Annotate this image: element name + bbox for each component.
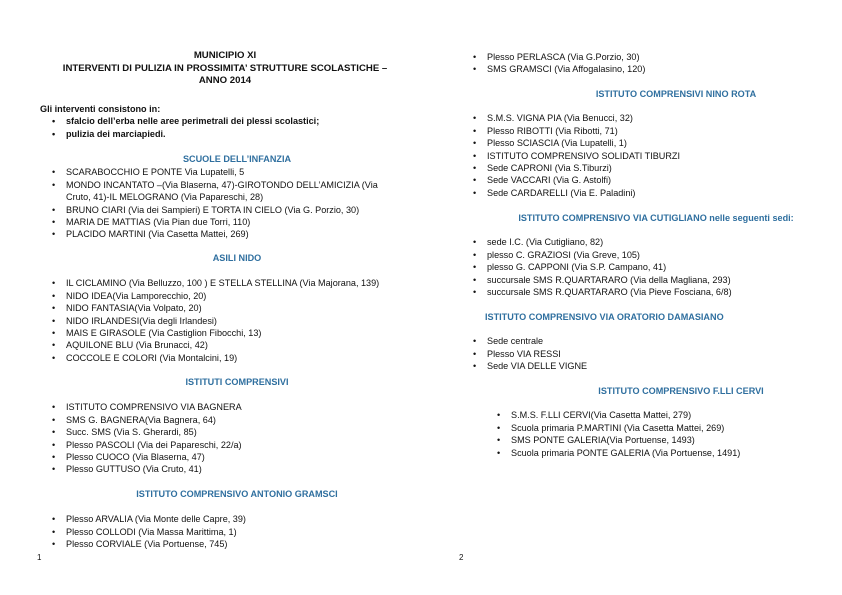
list-item: • Succ. SMS (Via S. Gherardi, 85) <box>50 426 410 438</box>
section-header: ISTITUTO COMPRENSIVO VIA CUTIGLIANO nelle seguenti sedi: <box>518 213 794 223</box>
section-list <box>471 236 821 298</box>
intro-item: • sfalcio dell’erba nelle aree perimetrali dei plessi scolastici; <box>50 115 410 127</box>
section-header: ISTITUTO COMPRENSIVO ANTONIO GRAMSCI <box>136 489 338 499</box>
list-item: • COCCOLE E COLORI (Via Montalcini, 19) <box>50 352 410 364</box>
section-list <box>50 166 410 240</box>
list-item: • NIDO FANTASIA(Via Volpato, 20) <box>50 302 410 314</box>
title-line-interventi: INTERVENTI DI PULIZIA IN PROSSIMITA’ STRUTTURE SCOLASTICHE – <box>62 62 388 74</box>
section-header: ISTITUTI COMPRENSIVI <box>185 377 289 387</box>
list-item: • Scuola primaria P.MARTINI (Via Casetta Mattei, 269) <box>495 422 821 434</box>
title-line-municipio: MUNICIPIO XI <box>193 50 257 61</box>
list-item: • S.M.S. VIGNA PIA (Via Benucci, 32) <box>471 112 821 124</box>
list-item: • NIDO IRLANDESI(Via degli Irlandesi) <box>50 315 410 327</box>
section-list <box>471 335 821 372</box>
list-item: • Plesso ARVALIA (Via Monte delle Capre, 39) <box>50 513 410 525</box>
list-item: • AQUILONE BLU (Via Brunacci, 42) <box>50 339 410 351</box>
list-item: • SMS PONTE GALERIA(Via Portuense, 1493) <box>495 434 821 446</box>
list-item: • MONDO INCANTATO –(Via Blaserna, 47)-GIROTONDO DELL’AMICIZIA (Via Cruto, 41)-IL MELOGRANO (Via Papareschi, 28) <box>50 179 396 204</box>
page-number: 2 <box>459 553 464 562</box>
section-istituti-comprensivi <box>40 376 410 476</box>
section-header: ISTITUTO COMPRENSIVO F.LLI CERVI <box>598 386 764 396</box>
list-item: • S.M.S. F.LLI CERVI(Via Casetta Mattei, 279) <box>495 409 821 421</box>
list-item: • Sede VIA DELLE VIGNE <box>471 360 821 372</box>
section-list <box>471 112 821 199</box>
section-ic-cutigliano <box>471 212 821 298</box>
list-item: • Plesso CORVIALE (Via Portuense, 745) <box>50 538 410 550</box>
list-item: • Plesso PERLASCA (Via G.Porzio, 30) <box>471 51 645 63</box>
list-item: • MAIS E GIRASOLE (Via Castiglion Fibocchi, 13) <box>50 327 410 339</box>
section-list <box>495 409 821 459</box>
intro-block <box>40 103 410 140</box>
section-list <box>50 513 410 550</box>
list-item: • Plesso COLLODI (Via Massa Marittima, 1) <box>50 526 410 538</box>
section-ic-gramsci <box>40 488 410 551</box>
list-item: • Sede centrale <box>471 335 821 347</box>
list-item: • ISTITUTO COMPRENSIVO VIA BAGNERA <box>50 401 410 413</box>
section-header: ASILI NIDO <box>212 253 262 263</box>
list-item: • Plesso GUTTUSO (Via Cruto, 41) <box>50 463 410 475</box>
list-item: • Plesso CUOCO (Via Blaserna, 47) <box>50 451 410 463</box>
list-item: • Sede CARDARELLI (Via E. Paladini) <box>471 187 821 199</box>
list-item: • NIDO IDEA(Via Lamporecchio, 20) <box>50 290 410 302</box>
list-item: • IL CICLAMINO (Via Belluzzo, 100 ) E STELLA STELLINA (Via Majorana, 139) <box>50 277 410 289</box>
intro-list <box>50 115 410 140</box>
section-asili-nido <box>40 252 410 364</box>
intro-item: • pulizia dei marciapiedi. <box>50 128 410 140</box>
title-line-anno: ANNO 2014 <box>198 75 252 87</box>
list-item: • ISTITUTO COMPRENSIVO SOLIDATI TIBURZI <box>471 150 821 162</box>
section-ic-oratorio-damasiano <box>471 311 821 373</box>
list-item: • MARIA DE MATTIAS (Via Pian due Torri, 110) <box>50 216 410 228</box>
continuation-list <box>471 51 645 76</box>
list-item: • succursale SMS R.QUARTARARO (Via Pieve Fosciana, 6/8) <box>471 286 821 298</box>
page-number: 1 <box>37 553 42 562</box>
intro-text: Gli interventi consistono in: <box>40 104 161 114</box>
section-list <box>50 277 410 364</box>
list-item: • Plesso RIBOTTI (Via Ribotti, 71) <box>471 125 821 137</box>
section-list <box>50 401 410 475</box>
section-ic-flli-cervi <box>471 385 821 459</box>
list-item: • plesso C. GRAZIOSI (Via Greve, 105) <box>471 249 821 261</box>
page-2 <box>421 0 842 595</box>
list-item: • Plesso VIA RESSI <box>471 348 821 360</box>
list-item: • Sede VACCARI (Via G. Astolfi) <box>471 174 821 186</box>
list-item: • SCARABOCCHIO E PONTE Via Lupatelli, 5 <box>50 166 410 178</box>
section-header: ISTITUTO COMPRENSIVI NINO ROTA <box>595 89 757 99</box>
list-item: • SMS G. BAGNERA(Via Bagnera, 64) <box>50 414 410 426</box>
list-item: • PLACIDO MARTINI (Via Casetta Mattei, 269) <box>50 228 410 240</box>
list-item: • plesso G. CAPPONI (Via S.P. Campano, 41) <box>471 261 821 273</box>
section-header: ISTITUTO COMPRENSIVO VIA ORATORIO DAMASIANO <box>485 312 724 322</box>
list-item: • Plesso SCIASCIA (Via Lupatelli, 1) <box>471 137 821 149</box>
document-title <box>40 50 410 88</box>
list-item: • Scuola primaria PONTE GALERIA (Via Portuense, 1491) <box>495 447 821 459</box>
list-item: • Sede CAPRONI (Via S.Tiburzi) <box>471 162 821 174</box>
list-item: • succursale SMS R.QUARTARARO (Via della Magliana, 293) <box>471 274 821 286</box>
list-item: • Plesso PASCOLI (Via dei Papareschi, 22/a) <box>50 439 410 451</box>
list-item: • BRUNO CIARI (Via dei Sampieri) E TORTA IN CIELO (Via G. Porzio, 30) <box>50 204 410 216</box>
list-item: • sede I.C. (Via Cutigliano, 82) <box>471 236 821 248</box>
section-scuole-infanzia <box>40 153 410 241</box>
list-item: • SMS GRAMSCI (Via Affogalasino, 120) <box>471 63 645 75</box>
section-ic-nino-rota <box>471 88 821 199</box>
section-header: SCUOLE DELL’INFANZIA <box>182 154 292 164</box>
